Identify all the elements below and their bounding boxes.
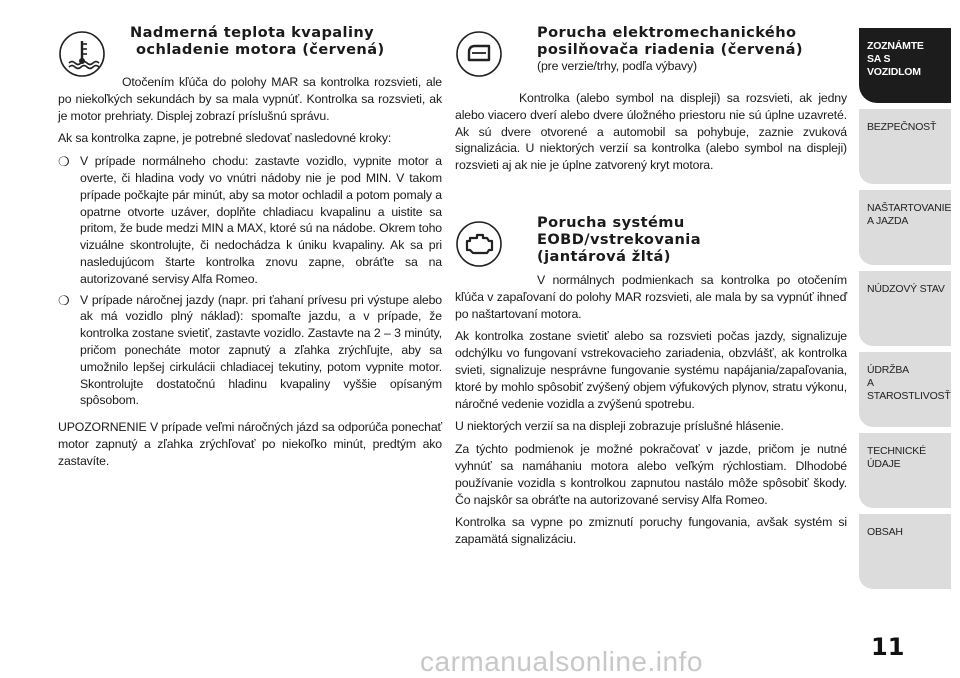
eobd-section-header xyxy=(455,214,847,272)
step-normal-text: V prípade normálneho chodu: zastavte vozidlo, vypnite motor a overte, či hladina vody vo vnútri nádoby nie je pod MIN. V takom prípade počkajte pár minút, aby sa motor ochladil a potom pomaly a opatrne otvorte uzáver, doplňte chladiacu kvapalinu a uistite sa pritom, že bude medzi MIN a MAX, ktoré sú na nádobe. Okrem toho vizuálne skontrolujte, či nedochádza k úniku kvapaliny. Ak sa pri nasledujúcom štarte kontrolka znovu zapne, obráťte sa na autorizované servisy Alfa Romeo. xyxy=(80,154,442,286)
chapter-sidebar xyxy=(859,28,951,595)
coolant-warning: UPOZORNENIE V prípade veľmi náročných jázd sa odporúča ponechať motor zapnutý a zľahka zrýchľovať po niekoľko minút, predtým ako zastavíte. xyxy=(58,420,442,468)
door-subnote: (pre verzie/trhy, podľa výbavy) xyxy=(537,59,697,73)
page-number: 11 xyxy=(871,633,905,661)
list-item xyxy=(58,153,442,287)
list-item xyxy=(58,292,442,410)
door-heading xyxy=(537,24,847,58)
eobd-heading-line2: (jantárová žltá) xyxy=(537,247,671,265)
engine-check-icon xyxy=(455,220,503,268)
eobd-p5: Kontrolka sa vypne po zmiznutí poruchy fungovania, avšak systém si zapamätá signalizáciu. xyxy=(455,515,847,547)
tab-label-line2: A STAROSTLIVOSŤ xyxy=(867,377,951,402)
bullet-circle-icon: ❍ xyxy=(58,292,70,308)
tab-nudzovy-stav[interactable] xyxy=(859,271,951,346)
tab-obsah[interactable] xyxy=(859,514,951,589)
coolant-lead: Ak sa kontrolka zapne, je potrebné sledovať nasledovné kroky: xyxy=(58,131,392,146)
bullet-circle-icon: ❍ xyxy=(58,154,70,170)
door-section-header xyxy=(455,24,847,82)
coolant-intro: Otočením kľúča do polohy MAR sa kontrolka rozsvieti, ale po niekoľkých sekundách by sa mala vypnúť. Kontrolka sa rozsvieti, ak je motor prehriaty. Displej zobrazí príslušnú správu. xyxy=(58,75,442,123)
eobd-heading-line1: Porucha systému EOBD/vstrekovania xyxy=(537,213,701,248)
tab-technicke-udaje[interactable] xyxy=(859,433,951,508)
tab-label-line2: A JAZDA xyxy=(867,215,909,227)
coolant-heading-line1: Nadmerná teplota kvapaliny xyxy=(130,24,375,41)
tab-label-line1: OBSAH xyxy=(867,526,903,538)
tab-label-line1: NAŠTARTOVANIE xyxy=(867,202,952,214)
coolant-heading xyxy=(130,24,442,58)
tab-zoznamte-sa-s-vozidlom[interactable] xyxy=(859,28,951,103)
coolant-section-header xyxy=(58,24,442,82)
tab-label-line1: ÚDRŽBA xyxy=(867,364,909,376)
tab-label-line1: TECHNICKÉ xyxy=(867,445,926,457)
tab-label-line2: SA S VOZIDLOM xyxy=(867,53,921,78)
coolant-steps xyxy=(58,153,442,409)
eobd-p4: Za týchto podmienok je možné pokračovať v jazde, pričom je nutné vyhnúť sa namáhaniu motora alebo veľkým rýchlostiam. Dlhodobé používanie vozidla s kontrolkou zapnutou nastálo môže spôsobiť škody. Čo najskôr sa obráťte na autorizované servisy Alfa Romeo. xyxy=(455,442,847,507)
tab-label-line1: BEZPEČNOSŤ xyxy=(867,121,937,133)
coolant-temperature-icon xyxy=(58,30,106,78)
tab-udrzba-a-starostlivost[interactable] xyxy=(859,352,951,427)
door-body: Kontrolka (alebo symbol na displeji) sa rozsvieti, ak jedny alebo viacero dverí alebo dvere úložného priestoru nie sú úplne uzavreté. Ak sú dvere otvorené a automobil sa pohybuje, zaznie zvuková signalizácia. U niektorých verzií sa kontrolka (alebo symbol na displeji) rozsvieti aj ak nie je úplne zatvorený kryt motora. xyxy=(455,91,847,173)
eobd-p1: V normálnych podmienkach sa kontrolka po otočením kľúča v zapaľovaní do polohy MAR rozsvieti, ale mala by sa vypnúť ihneď po naštartovaní motora. xyxy=(455,272,847,321)
door-open-icon xyxy=(455,30,503,78)
door-heading-line2: posilňovača riadenia (červená) xyxy=(537,41,803,58)
eobd-p3: U niektorých verzií sa na displeji zobrazuje príslušné hlásenie. xyxy=(455,419,784,434)
step-demanding-text: V prípade náročnej jazdy (napr. pri ťahaní prívesu pri výstupe alebo ak má vozidlo plný náklad): spomaľte jazdu, a v prípade, že kontrolka zostane svietiť, zastavte vozidlo. Zastavte na 2 – 3 minúty, pričom ponecháte motor zapnutý a zľahka zrýchľujte, aby sa umožnilo lepšej cirkulácii chladiacej tekutiny, potom vypnite motor. Skontrolujte dostatočnú hladinu kvapaliny vyššie opísaným spôsobom. xyxy=(80,292,442,408)
tab-nastartovanie-a-jazda[interactable] xyxy=(859,190,951,265)
eobd-p2: Ak kontrolka zostane svietiť alebo sa rozsvieti počas jazdy, signalizuje odchýlku vo fungovaní vstrekovacieho zariadenia, obzvlášť, ak kontrolka svieti, signalizuje nesprávne fungovanie systému napájania/zapaľovania, ktoré by mohlo spôsobiť zvýšený objem výfukových plynov, stratu výkonu, náročné vedenie vozidla a zvýšenú spotrebu. xyxy=(455,329,847,411)
tab-label-line1: ZOZNÁMTE xyxy=(867,40,924,52)
coolant-heading-line2: ochladenie motora (červená) xyxy=(136,41,385,58)
right-column xyxy=(455,24,847,554)
left-column xyxy=(58,24,442,476)
tab-label-line1: NÚDZOVÝ STAV xyxy=(867,283,945,295)
tab-label-line2: ÚDAJE xyxy=(867,458,901,470)
watermark: carmanualsonline.info xyxy=(420,646,703,677)
eobd-heading xyxy=(537,214,847,265)
tab-bezpecnost[interactable] xyxy=(859,109,951,184)
door-heading-line1: Porucha elektromechanického xyxy=(537,24,797,41)
